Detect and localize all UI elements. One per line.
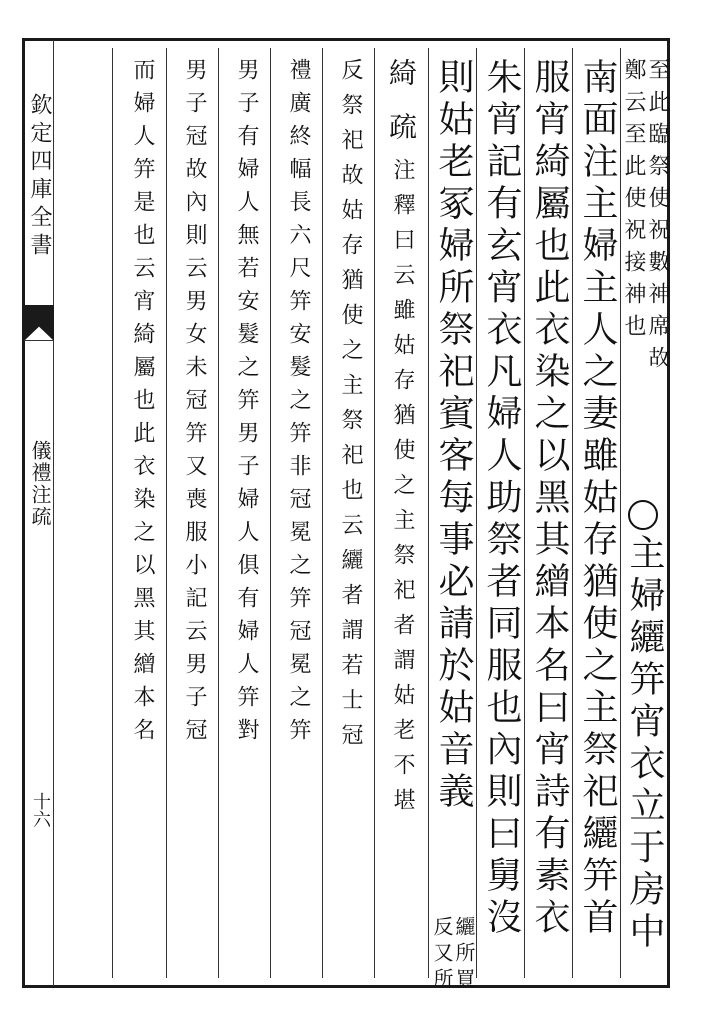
column-2-text: 南面注主婦主人之妻雖姑存猶使之主祭祀纚笄首 bbox=[577, 58, 618, 940]
column-1-line-1: 至此臨祭使祝數神席故 bbox=[645, 58, 670, 378]
column-4 bbox=[524, 48, 572, 978]
margin-book-title: 儀禮注疏 bbox=[28, 440, 52, 528]
column-9 bbox=[270, 48, 322, 978]
column-10 bbox=[218, 48, 270, 978]
column-7-lead2: 疏 bbox=[385, 112, 418, 150]
column-empty bbox=[54, 48, 112, 978]
column-5-text: 朱宵記有玄宵衣凡婦人助祭者同服也內則曰舅沒 bbox=[481, 58, 522, 940]
fishtail-divider bbox=[24, 340, 54, 341]
column-6 bbox=[428, 48, 476, 994]
column-4-text: 服宵綺屬也此衣染之以黑其繒本名曰宵詩有素衣 bbox=[529, 58, 570, 940]
column-11 bbox=[166, 48, 218, 978]
column-2 bbox=[572, 48, 620, 978]
column-8-text: 反祭祀故姑存猶使之主祭祀也云纚者謂若士冠 bbox=[338, 58, 363, 758]
paragraph-circle-mark bbox=[628, 500, 658, 530]
column-7-lead: 綺 bbox=[385, 58, 418, 96]
margin-top-label: 欽定四庫全書 bbox=[27, 93, 52, 261]
column-10-text: 男子有婦人無若安髮之笄男子婦人俱有婦人笄對 bbox=[234, 58, 259, 751]
column-6-text: 則姑老冢婦所祭祀賓客每事必請於姑音義 bbox=[433, 58, 474, 814]
column-7-text: 注釋曰云雖姑存猶使之主祭祀者謂姑老不堪 bbox=[390, 158, 415, 823]
column-11-text: 男子冠故內則云男女未冠笄又喪服小記云男子冠 bbox=[182, 58, 207, 751]
margin-page-number: 十六 bbox=[30, 792, 51, 828]
column-6-note-1: 纚所買 bbox=[452, 916, 476, 994]
column-8 bbox=[322, 48, 374, 978]
column-2-continuation bbox=[622, 496, 666, 976]
column-12-text: 而婦人笄是也云宵綺屬也此衣染之以黑其繒本名 bbox=[130, 58, 155, 751]
main-text-line: 主婦纚笄宵衣立于房中 bbox=[624, 534, 665, 954]
column-1-line-2: 鄭云至此使祝接神也 bbox=[621, 58, 646, 346]
column-12 bbox=[112, 48, 166, 978]
column-9-text: 禮廣終幅長六尺笄安髮之笄非冠冕之笄冠冕之笄 bbox=[286, 58, 311, 751]
column-7 bbox=[374, 48, 428, 978]
column-5 bbox=[476, 48, 524, 978]
column-6-note-2: 反又所 bbox=[430, 916, 454, 994]
